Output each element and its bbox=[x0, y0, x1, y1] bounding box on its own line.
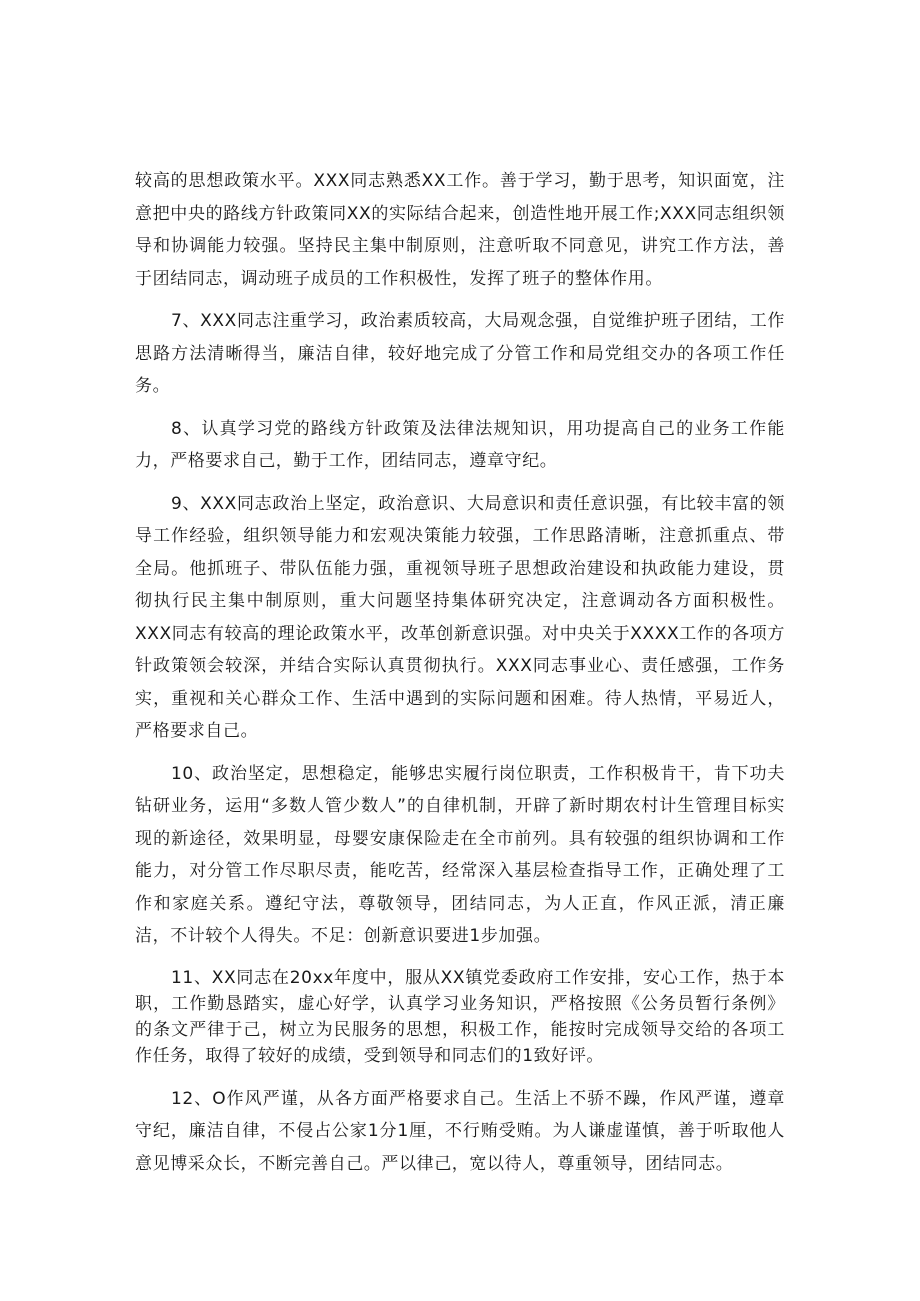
paragraph-item-8: 8、认真学习党的路线方针政策及法律法规知识，用功提高自己的业务工作能力，严格要求自己，勤于工作，团结同志，遵章守纪。 bbox=[135, 418, 785, 471]
paragraph-item-11: 11、XX同志在20xx年度中，服从XX镇党委政府工作安排，安心工作，热于本职，工作勤恳踏实，虚心好学，认真学习业务知识，严格按照《公务员暂行条例》的条文严律于己，树立为民服务的思想，积极工作，能按时完成领导交给的各项工作任务，取得了较好的成绩，受到领导和同志们的1致好评。 bbox=[135, 967, 785, 1066]
paragraph-item-10: 10、政治坚定，思想稳定，能够忠实履行岗位职责，工作积极肯干，肯下功夫钻研业务，运用“多数人管少数人”的自律机制，开辟了新时期农村计生管理目标实现的新途径，效果明显，母婴安康保险走在全市前列。具有较强的组织协调和工作能力，对分管工作尽职尽责，能吃苦，经常深入基层检查指导工作，正确处理了工作和家庭关系。遵纪守法，尊敬领导，团结同志，为人正直，作风正派，清正廉洁，不计较个人得失。不足：创新意识要进1步加强。 bbox=[135, 763, 785, 946]
document-body bbox=[135, 165, 785, 1190]
paragraph-item-9: 9、XXX同志政治上坚定，政治意识、大局意识和责任意识强，有比较丰富的领导工作经验，组织领导能力和宏观决策能力较强，工作思路清晰，注意抓重点、带全局。他抓班子、带队伍能力强，重视领导班子思想政治建设和执政能力建设，贯彻执行民主集中制原则，重大问题坚持集体研究决定，注意调动各方面积极性。XXX同志有较高的理论政策水平，改革创新意识强。对中央关于XXXX工作的各项方针政策领会较深，并结合实际认真贯彻执行。XXX同志事业心、责任感强，工作务实，重视和关心群众工作、生活中遇到的实际问题和困难。待人热情，平易近人，严格要求自己。 bbox=[135, 493, 785, 741]
paragraph-item-7: 7、XXX同志注重学习，政治素质较高，大局观念强，自觉维护班子团结，工作思路方法清晰得当，廉洁自律，较好地完成了分管工作和局党组交办的各项工作任务。 bbox=[135, 311, 785, 396]
paragraph-continuation: 较高的思想政策水平。XXX同志熟悉XX工作。善于学习，勤于思考，知识面宽，注意把中央的路线方针政策同XX的实际结合起来，创造性地开展工作;XXX同志组织领导和协调能力较强。坚持民主集中制原则，注意听取不同意见，讲究工作方法，善于团结同志，调动班子成员的工作积极性，发挥了班子的整体作用。 bbox=[135, 171, 785, 289]
paragraph-item-12: 12、O作风严谨，从各方面严格要求自己。生活上不骄不躁，作风严谨，遵章守纪，廉洁自律，不侵占公家1分1厘，不行贿受贿。为人谦虚谨慎，善于听取他人意见博采众长，不断完善自己。严以律己，宽以待人，尊重领导，团结同志。 bbox=[135, 1088, 785, 1174]
